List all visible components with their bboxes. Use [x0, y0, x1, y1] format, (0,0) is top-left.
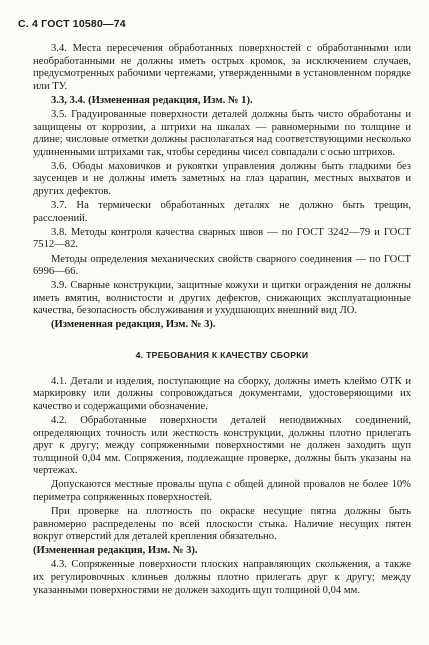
- clauses-section-4: [33, 376, 411, 598]
- clause-3-4: 3.4. Места пересечения обработанных поверхностей с обработанными или необработанными не должны иметь острых кромок, за исключением случаев, предусмотренных рабочими чертежами, утвержденными в установленном порядке или ТУ.: [33, 43, 411, 92]
- clause-4-3: 4.3. Сопряженные поверхности плоских направляющих скольжения, а также их регулировочных клиньев должны плотно прилегать друг к другу; между указанными поверхностями не должен заходить щуп толщиной 0,04 мм.: [33, 559, 411, 596]
- clause-3-5: 3.5. Градуированные поверхности деталей должны быть чисто обработаны и защищены от коррозии, а штрихи на шкалах — равномерными по толщине и длине; числовые отметки должны располагаться над соответствующими несколько удлиненными штрихами так, чтобы середины чисел совпадали с осью штрихов.: [33, 108, 411, 158]
- amendment-note: (Измененная редакция, Изм. № 3).: [51, 319, 216, 331]
- section-title: 4. ТРЕБОВАНИЯ К КАЧЕСТВУ СБОРКИ: [135, 350, 309, 361]
- clause-3-8: 3.8. Методы контроля качества сварных швов — по ГОСТ 3242—79 и ГОСТ 7512—82.: [33, 226, 411, 251]
- clause-4-2: 4.2. Обработанные поверхности деталей неподвижных соединений, определяющих точность или жесткость конструкции, должны плотно прилегать друг к другу; между сопряженными поверхностями не должен заходить щуп толщиной 0,04 мм. Сопряжения, подлежащие проверке, должны быть указаны на чертежах.: [33, 414, 411, 477]
- page-body: [33, 43, 411, 599]
- clause-4-1: 4.1. Детали и изделия, поступающие на сборку, должны иметь клеймо ОТК и маркировку или должны сопровождаться документами, удостоверяющими их качество и содержащими обозначение.: [33, 375, 411, 412]
- clause-3-7: 3.7. На термически обработанных деталях не должно быть трещин, расслоений.: [33, 200, 411, 224]
- amendment-note: (Измененная редакция, Изм. № 3).: [33, 545, 198, 557]
- amendment-note: 3.3, 3.4. (Измененная редакция, Изм. № 1).: [51, 94, 253, 106]
- clause-4-2-paint-check: При проверке на плотность по окраске несущие пятна должны быть равномерно распределены по всей плоскости стыка. Наличие несущих пятен вокруг отверстий для деталей крепления обязательно.: [33, 506, 411, 543]
- clause-3-9: 3.9. Сварные конструкции, защитные кожухи и щитки ограждения не должны иметь вмятин, волнистости и других дефектов, снижающих эксплуатационные качества, безопасность обслуживания и ухудшающих внешний вид ЛО.: [33, 280, 411, 317]
- page-header: С. 4 ГОСТ 10580—74: [18, 18, 126, 30]
- clause-4-2-tolerance: Допускаются местные провалы щупа с общей длиной провалов не более 10% периметра сопряженных поверхностей.: [33, 479, 411, 503]
- clause-3-8-methods: Методы определения механических свойств сварного соединения — по ГОСТ 6996—66.: [33, 253, 411, 278]
- clauses-section-3: [33, 43, 411, 332]
- clause-3-6: 3.6. Ободы маховичков и рукоятки управления должны быть гладкими без заусенцев и не должны иметь заметных на глаз царапин, местных выхватов и других дефектов.: [33, 160, 411, 198]
